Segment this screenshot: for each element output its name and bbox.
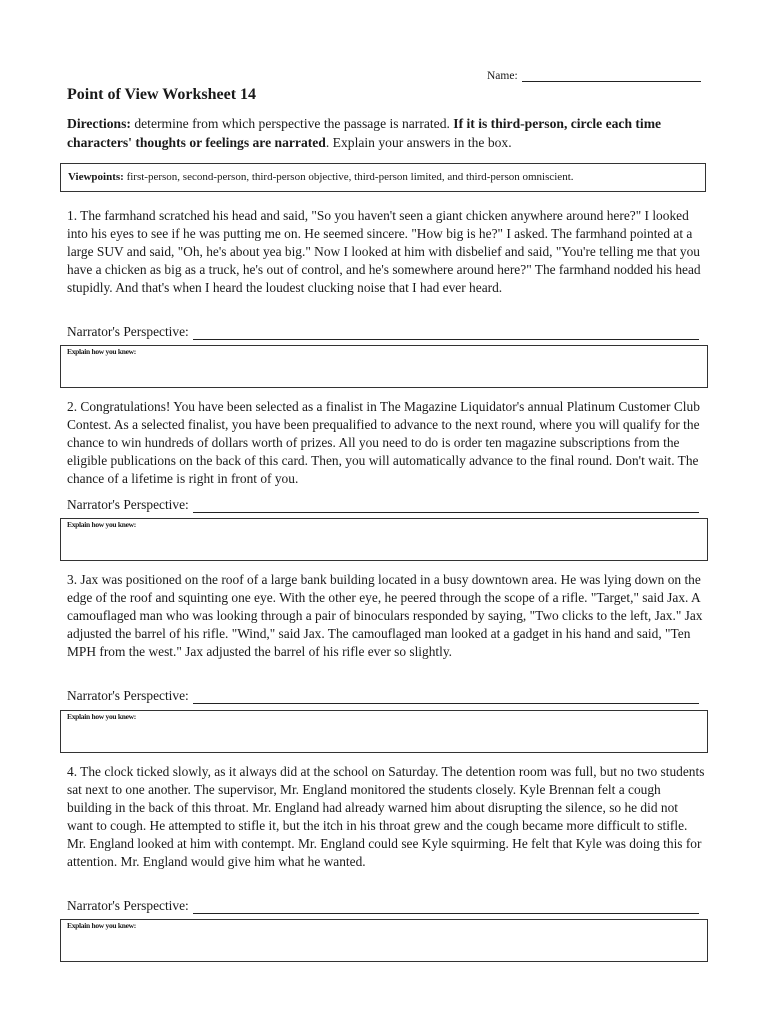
perspective-blank-line[interactable] [193,690,699,704]
question-2-explain-box[interactable] [60,518,708,561]
explain-label: Explain how you knew: [67,921,136,930]
question-3-perspective [67,688,699,704]
directions-text [67,114,707,152]
question-3-explain-box[interactable] [60,710,708,753]
worksheet-title: Point of View Worksheet 14 [67,86,257,103]
perspective-label: Narrator's Perspective: [67,497,189,512]
question-4-explain-box[interactable] [60,919,708,962]
question-4-perspective [67,898,699,914]
perspective-blank-line[interactable] [193,499,699,513]
name-blank-line[interactable] [522,69,701,82]
explain-label: Explain how you knew: [67,347,136,356]
perspective-label: Narrator's Perspective: [67,898,189,913]
explain-label: Explain how you knew: [67,520,136,529]
name-field [487,69,701,82]
directions-label: Directions: [67,116,131,131]
question-1-passage: 1. The farmhand scratched his head and said, "So you haven't seen a giant chicken anywhere around here?" I looked into his eyes to see if he was putting me on. He seemed sincere. "How big is he?" I asked. The farmhand pointed at a large SUV and said, "Oh, he's about yea big." Now I looked at him with disbelief and said, "You're telling me that you have a chicken as big as a truck, he's out of control, and he's somewhere around here?" The farmhand nodded his head stupidly. And that's when I heard the loudest clucking noise that I had ever heard. [67,208,701,295]
question-1-perspective [67,324,699,340]
directions-text-1: determine from which perspective the passage is narrated. [130,116,454,131]
question-4-passage: 4. The clock ticked slowly, as it always did at the school on Saturday. The detention room was full, but no two students sat next to one another. The supervisor, Mr. England monitored the students closely. Kyle Brennan felt a cough building in the back of this throat. Mr. England had already warned him about disrupting the silence, so he did not want to cough. He attempted to stifle it, but the itch in his throat grew and the cough became more difficult to stifle. Mr. England looked at him with contempt. Mr. England could see Kyle squirming. He felt that Kyle was doing this for attention. Mr. England would give him what he wanted. [67,764,705,869]
perspective-label: Narrator's Perspective: [67,688,189,703]
question-2-perspective [67,497,699,513]
perspective-blank-line[interactable] [193,900,699,914]
viewpoints-label: Viewpoints: [68,171,124,183]
viewpoints-text: first-person, second-person, third-person objective, third-person limited, and third-person omniscient. [123,171,574,183]
directions-text-2: . Explain your answers in the box. [325,135,512,150]
perspective-blank-line[interactable] [193,326,699,340]
viewpoints-box [60,163,706,192]
question-2-passage: 2. Congratulations! You have been selected as a finalist in The Magazine Liquidator's annual Platinum Customer Club Contest. As a selected finalist, you have been prequalified to advance to the next round, where you will qualify for the chance to win hundreds of dollars worth of prizes. All you need to do is order ten magazine subscriptions from the eligible publications on the back of this card. Then, you will automatically advance to the final round. Don't wait. The chance of a lifetime is right in front of you. [67,399,700,486]
directions-bold-text: If it is third-person, circle each time characters' thoughts or feelings are narrated [67,116,662,150]
question-1-explain-box[interactable] [60,345,708,388]
explain-label: Explain how you knew: [67,712,136,721]
question-3-passage: 3. Jax was positioned on the roof of a large bank building located in a busy downtown area. He was lying down on the edge of the roof and squinting one eye. With the other eye, he peered through the scope of a rifle. "Target," said Jax. A camouflaged man who was looking through a pair of binoculars responded by saying, "Two clicks to the left, Jax." Jax adjusted the barrel of his rifle. "Wind," said Jax. The camouflaged man looked at a gadget in his hand and said, "Ten MPH from the west." Jax adjusted the barrel of his rifle ever so slightly. [67,572,703,659]
name-label: Name: [487,70,518,82]
perspective-label: Narrator's Perspective: [67,324,189,339]
